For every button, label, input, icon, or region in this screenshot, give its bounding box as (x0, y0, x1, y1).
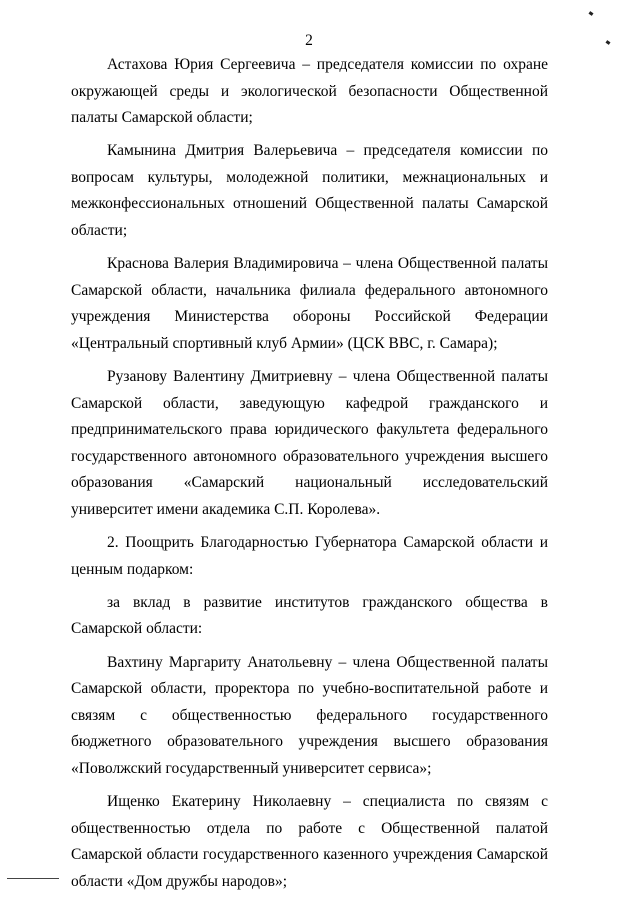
paragraph-krasnov: Краснова Валерия Владимировича – члена Общественной палаты Самарской области, начальника филиала федерального автономного учреждения Министерства обороны Российской Федерации «Центральный спортивный клуб Армии» (ЦСК ВВС, г. Самара); (71, 255, 548, 352)
footer-rule (7, 878, 59, 879)
page-number: 2 (305, 32, 313, 49)
paragraph-kamynin: Камынина Дмитрия Валерьевича – председателя комиссии по вопросам культуры, молодежной политики, межнациональных и межконфессиональных отношений Общественной палаты Самарской области; (71, 142, 548, 239)
paragraph-ishchenko: Ищенко Екатерину Николаевну – специалиста по связям с общественностью отдела по работе с Общественной палатой Самарской области государственного казенного учреждения Самарской области «Дом дружбы народов»; (71, 793, 548, 890)
paragraph-vakhtina: Вахтину Маргариту Анатольевну – члена Общественной палаты Самарской области, проректора по учебно-воспитательной работе и связям с общественностью федерального государственного бюджетного образовательного учреждения высшего образования «Поволжский государственный университет сервиса»; (71, 653, 548, 777)
paragraph-astakhov: Астахова Юрия Сергеевича – председателя комиссии по охране окружающей среды и экологической безопасности Общественной палаты Самарской области; (71, 56, 548, 126)
scan-artifact-mark (589, 11, 594, 16)
paragraph-item-2: 2. Поощрить Благодарностью Губернатора Самарской области и ценным подарком: (71, 534, 548, 578)
paragraph-reason: за вклад в развитие институтов гражданского общества в Самарской области: (71, 593, 548, 638)
paragraph-ruzanova: Рузанову Валентину Дмитриевну – члена Общественной палаты Самарской области, заведующую кафедрой гражданского и предпринимательского права юридического факультета федерального государственного автономного образовательного учреждения высшего образования «Самарский национальный исследовательский университет имени академика С.П. Королева». (71, 368, 548, 518)
document-body (71, 52, 548, 902)
